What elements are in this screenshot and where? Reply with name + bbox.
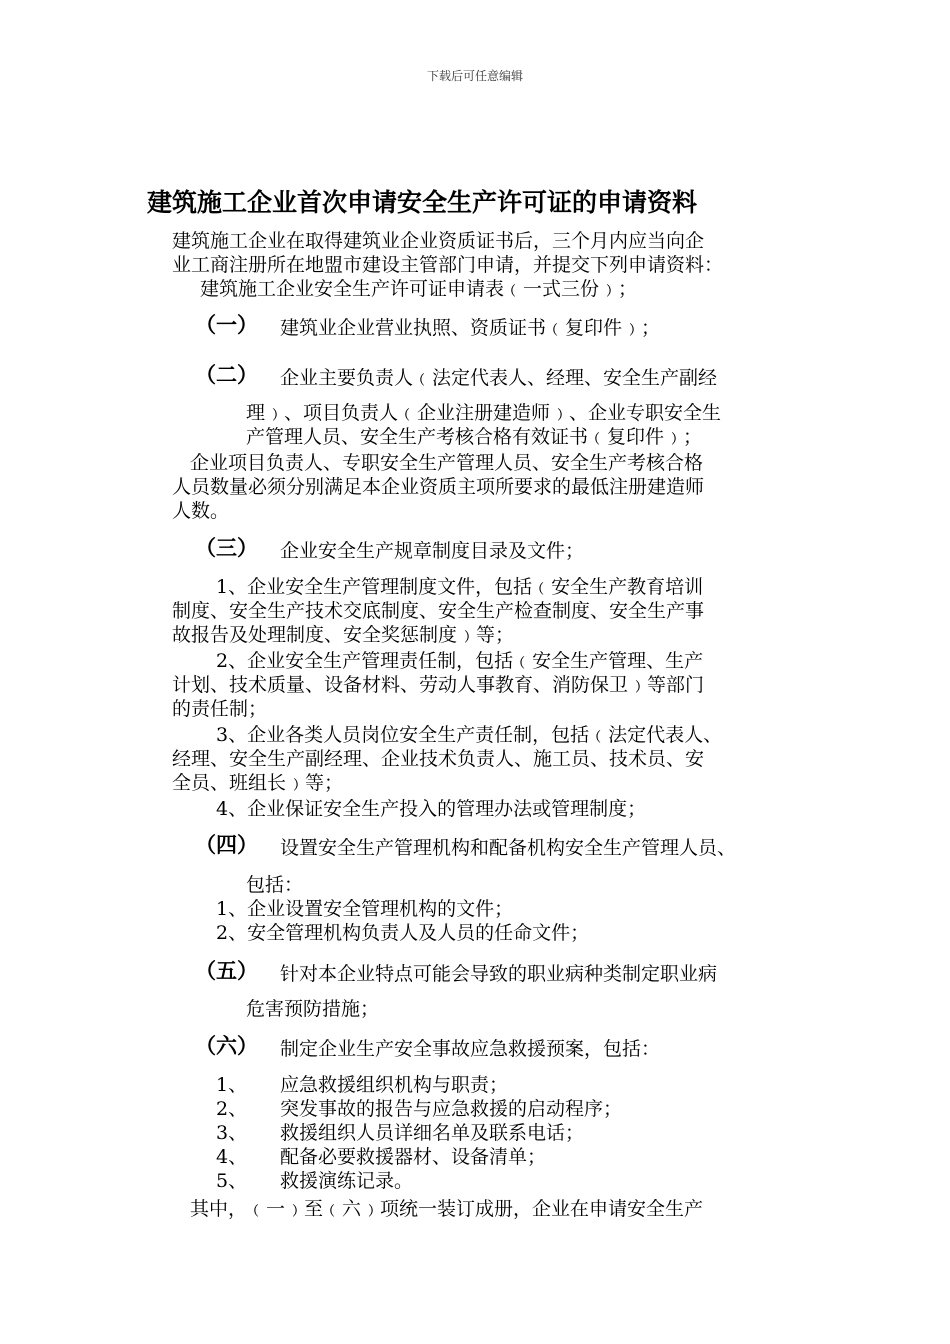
section-6-item-2-text: 突发事故的报告与应急救援的启动程序； xyxy=(280,1098,623,1120)
section-6-item-4-text: 配备必要救援器材、设备清单； xyxy=(280,1146,547,1168)
section-6-item-3-number: 3、 xyxy=(216,1122,248,1144)
closing-line: 其中，﹙一﹚至﹙六﹚项统一装订成册，企业在申请安全生产 xyxy=(190,1198,704,1220)
section-2-label: （二） xyxy=(195,363,258,387)
section-3-item-line-6: 的责任制； xyxy=(172,698,268,720)
section-2-line-2: 理﹚、项目负责人﹙企业注册建造师﹚、企业专职安全生 xyxy=(246,402,722,424)
section-4-line-2: 包括： xyxy=(246,874,304,896)
section-3-item-line-3: 故报告及处理制度、安全奖惩制度﹚等； xyxy=(172,624,515,646)
section-3-item-line-5: 计划、技术质量、设备材料、劳动人事教育、消防保卫﹚等部门 xyxy=(172,674,705,696)
section-6-line-1: 制定企业生产安全事故应急救援预案，包括： xyxy=(280,1038,661,1060)
section-5-line-1: 针对本企业特点可能会导致的职业病种类制定职业病 xyxy=(280,963,718,985)
section-6-item-5-number: 5、 xyxy=(216,1170,248,1192)
section-1-line-1: 建筑业企业营业执照、资质证书﹙复印件﹚； xyxy=(280,317,661,339)
section-4-item-2: 2、安全管理机构负责人及人员的任命文件； xyxy=(216,922,590,944)
document-title: 建筑施工企业首次申请安全生产许可证的申请资料 xyxy=(147,188,698,217)
section-4-label: （四） xyxy=(195,833,258,857)
section-1-label: （一） xyxy=(195,313,258,337)
section-3-label: （三） xyxy=(195,536,258,560)
section-3-item-line-8: 经理、安全生产副经理、企业技术负责人、施工员、技术员、安 xyxy=(172,748,705,770)
section-3-item-line-10: 4、企业保证安全生产投入的管理办法或管理制度； xyxy=(216,798,647,820)
section-3-line-1: 企业安全生产规章制度目录及文件； xyxy=(280,540,585,562)
section-4-item-1: 1、企业设置安全管理机构的文件； xyxy=(216,898,514,920)
section-6-item-3-text: 救援组织人员详细名单及联系电话； xyxy=(280,1122,585,1144)
section-2-note-2: 人员数量必须分别满足本企业资质主项所要求的最低注册建造师 xyxy=(172,476,705,498)
section-5-line-2: 危害预防措施； xyxy=(246,998,380,1020)
section-2-line-1: 企业主要负责人﹙法定代表人、经理、安全生产副经 xyxy=(280,367,718,389)
section-6-item-1-number: 1、 xyxy=(216,1074,248,1096)
section-6-label: （六） xyxy=(195,1034,258,1058)
section-6-item-1-text: 应急救援组织机构与职责； xyxy=(280,1074,509,1096)
section-3-item-line-7: 3、企业各类人员岗位安全生产责任制，包括﹙法定代表人、 xyxy=(216,724,723,746)
section-4-line-1: 设置安全生产管理机构和配备机构安全生产管理人员、 xyxy=(280,837,737,859)
section-2-note-1: 企业项目负责人、专职安全生产管理人员、安全生产考核合格 xyxy=(190,452,704,474)
section-2-line-3: 产管理人员、安全生产考核合格有效证书﹙复印件﹚； xyxy=(246,426,703,448)
intro-line-2: 业工商注册所在地盟市建设主管部门申请，并提交下列申请资料： xyxy=(172,254,724,276)
header-note: 下载后可任意编辑 xyxy=(426,69,523,83)
section-3-item-line-9: 全员、班组长﹚等； xyxy=(172,772,344,794)
section-6-item-2-number: 2、 xyxy=(216,1098,248,1120)
section-3-item-line-2: 制度、安全生产技术交底制度、安全生产检查制度、安全生产事 xyxy=(172,600,705,622)
application-form-line: 建筑施工企业安全生产许可证申请表﹙一式三份﹚； xyxy=(200,278,638,300)
section-3-item-line-1: 1、企业安全生产管理制度文件，包括﹙安全生产教育培训 xyxy=(216,576,704,598)
section-6-item-5-text: 救援演练记录。 xyxy=(280,1170,414,1192)
section-6-item-4-number: 4、 xyxy=(216,1146,248,1168)
intro-line-1: 建筑施工企业在取得建筑业企业资质证书后，三个月内应当向企 xyxy=(172,230,705,252)
section-3-item-line-4: 2、企业安全生产管理责任制，包括﹙安全生产管理、生产 xyxy=(216,650,704,672)
section-2-note-3: 人数。 xyxy=(172,500,230,522)
section-5-label: （五） xyxy=(195,959,258,983)
